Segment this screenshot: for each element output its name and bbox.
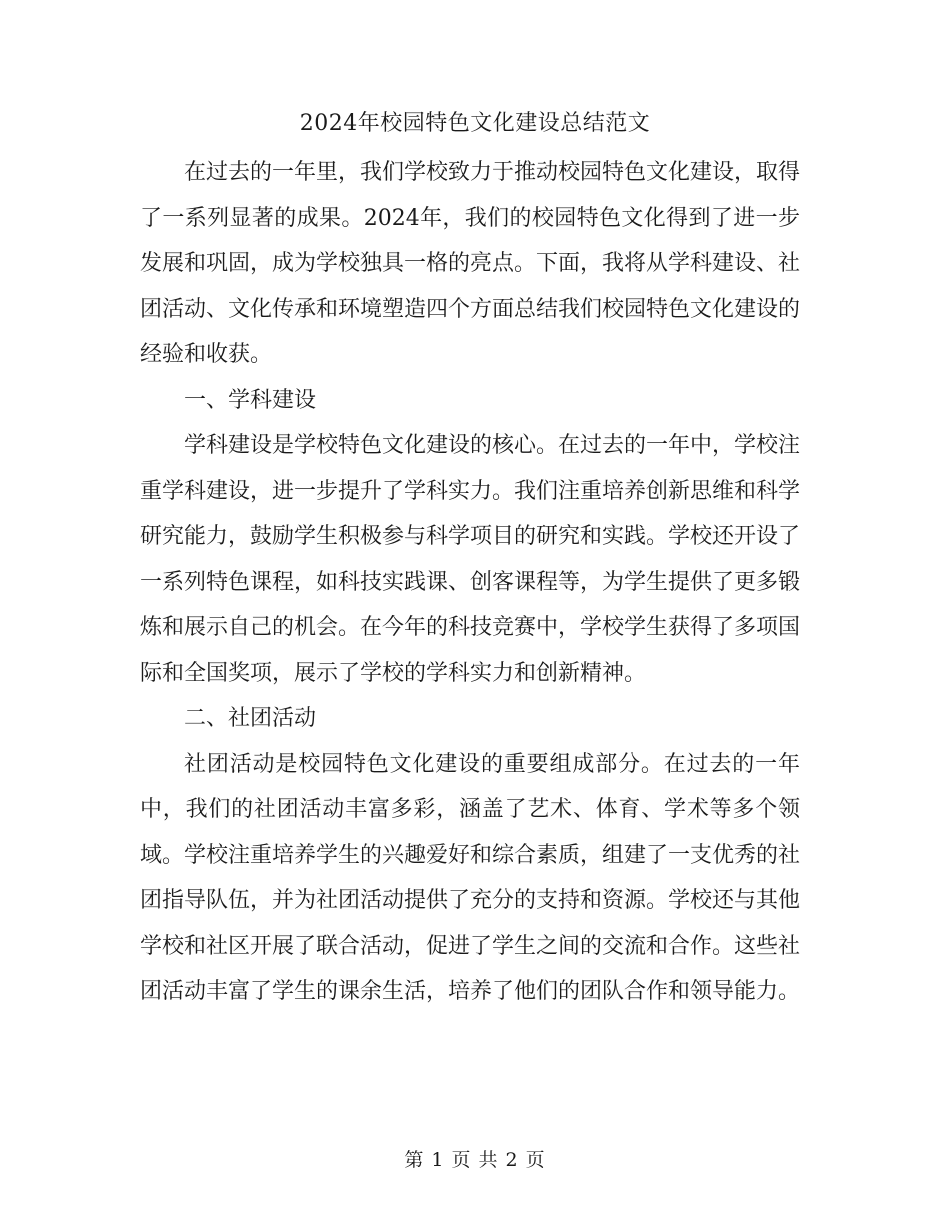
document-body <box>140 150 800 1015</box>
section-2-paragraph: 社团活动是校园特色文化建设的重要组成部分。在过去的一年中，我们的社团活动丰富多彩，涵盖了艺术、体育、学术等多个领域。学校注重培养学生的兴趣爱好和综合素质，组建了一支优秀的社团指导队伍，并为社团活动提供了充分的支持和资源。学校还与其他学校和社区开展了联合活动，促进了学生之间的交流和合作。这些社团活动丰富了学生的课余生活，培养了他们的团队合作和领导能力。 <box>140 751 801 1004</box>
section-heading-1: 一、学科建设 <box>184 387 317 413</box>
section-1-paragraph: 学科建设是学校特色文化建设的核心。在过去的一年中，学校注重学科建设，进一步提升了学科实力。我们注重培养创新思维和科学研究能力，鼓励学生积极参与科学项目的研究和实践。学校还开设了一系列特色课程，如科技实践课、创客课程等，为学生提供了更多锻炼和展示自己的机会。在今年的科技竞赛中，学校学生获得了多项国际和全国奖项，展示了学校的学科实力和创新精神。 <box>140 433 801 686</box>
page-number-footer: 第 1 页 共 2 页 <box>404 1149 546 1171</box>
intro-paragraph: 在过去的一年里，我们学校致力于推动校园特色文化建设，取得了一系列显著的成果。2024年，我们的校园特色文化得到了进一步发展和巩固，成为学校独具一格的亮点。下面，我将从学科建设、社团活动、文化传承和环境塑造四个方面总结我们校园特色文化建设的经验和收获。 <box>140 160 801 367</box>
section-heading-2: 二、社团活动 <box>184 706 317 731</box>
document-title: 2024年校园特色文化建设总结范文 <box>299 111 651 136</box>
